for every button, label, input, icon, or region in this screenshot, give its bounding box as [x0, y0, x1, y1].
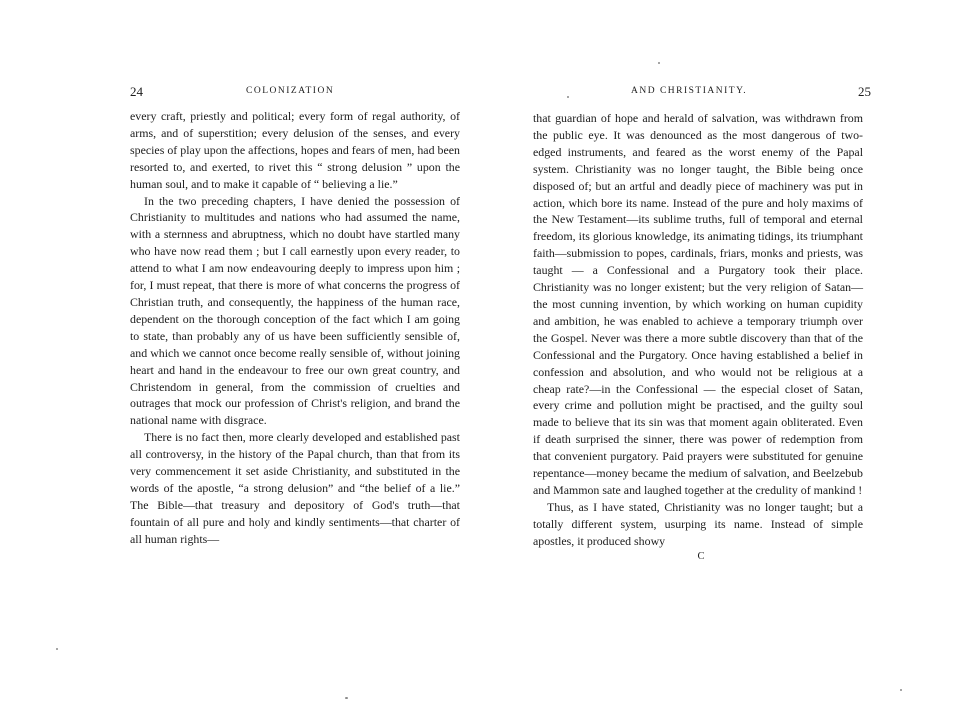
left-paragraph-1: every craft, priestly and political; every form of regal authority, of arms, and of superstition; every delusion of the senses, and every species of play upon the affections, hopes and fears of men, had been resorted to, and exerted, to rivet this “ strong delusion ” upon the human soul, and to make it capable of “ believing a lie.”	[130, 109, 460, 191]
left-page-number: 24	[130, 84, 143, 99]
paper-speck	[567, 96, 569, 98]
left-paragraph-2: In the two preceding chapters, I have denied the possession of Christianity to multitudes and nations who had assumed the name, with a sternness and abruptness, which no doubt have startled many who have now read them ; but I call earnestly upon every reader, to attend to what I am now endeavouring deeply to impress upon him ; for, I must repeat, that there is more of what concerns the progress of Christian truth, and consequently, the happiness of the human race, dependent on the thorough conception of the fact which I am going to state, than probably any of us have been sufficiently sensible of, and which we cannot once become really sensible of, without joining heart and hand in the endeavour to free our own great country, and Christendom in general, from the commission of cruelties and outrages that mock our profession of Christ's religion, and brand the national name with disgrace.	[130, 193, 460, 428]
paper-speck	[345, 697, 348, 699]
right-paragraph-1: that guardian of hope and herald of salvation, was withdrawn from the public eye. It was denounced as the most dangerous of two-edged instruments, and feared as the worst enemy of the Papal system. Christianity was no longer taught, the Bible being once disposed of; but an artful and deadly piece of machinery was put in action, which bore its name. Instead of the pure and holy maxims of the New Testament—its sublime truths, full of temporal and eternal freedom, its glorious knowledge, its animating tidings, its triumphant faith—submission to popes, cardinals, friars, monks and priests, was taught — a Confessional and a Purgatory took their place. Christianity was no longer existent; but the very religion of Satan—the most cunning invention, by which working on human cupidity and ambition, he was enabled to achieve a temporary triumph over the Gospel. Never was there a more subtle discovery than that of the Confessional and the Purgatory. Once having established a belief in confession and absolution, and who would not be religious at a cheap rate?—in the Confessional — the especial closet of Satan, every crime and pollution might be practised, and the guilty soul made to believe that its sin was that moment again obliterated. Even if death surprised the sinner, there was power of redemption from that convenient purgatory. Paid prayers were substituted for genuine repentance—money became the medium of salvation, and Beelzebub and Mammon sate and laughed together at the credulity of mankind !	[533, 111, 863, 497]
paper-speck	[900, 689, 902, 691]
left-paragraph-3: There is no fact then, more clearly developed and established past all controversy, in the history of the Papal church, than that from its very commencement it set aside Christianity, and substituted in the words of the apostle, “a strong delusion” and “the belief of a lie.” The Bible—that treasury and depository of God's truth—that fountain of all pure and holy and kindly sentiments—that charter of all human rights—	[130, 430, 460, 546]
left-page	[130, 84, 460, 548]
left-page-body	[130, 108, 460, 548]
paper-speck	[658, 62, 660, 64]
right-page	[533, 84, 871, 562]
signature-mark: C	[697, 550, 705, 562]
right-page-number: 25	[858, 84, 871, 99]
right-page-body	[533, 110, 863, 550]
right-page-header	[533, 84, 871, 104]
right-paragraph-2: Thus, as I have stated, Christianity was no longer taught; but a totally different system, usurping its name. Instead of simple apostles, it produced showy	[533, 499, 863, 548]
right-running-head: AND CHRISTIANITY.	[631, 86, 748, 96]
left-running-head: COLONIZATION	[246, 86, 335, 96]
paper-speck	[56, 648, 58, 650]
left-page-header	[130, 84, 460, 104]
